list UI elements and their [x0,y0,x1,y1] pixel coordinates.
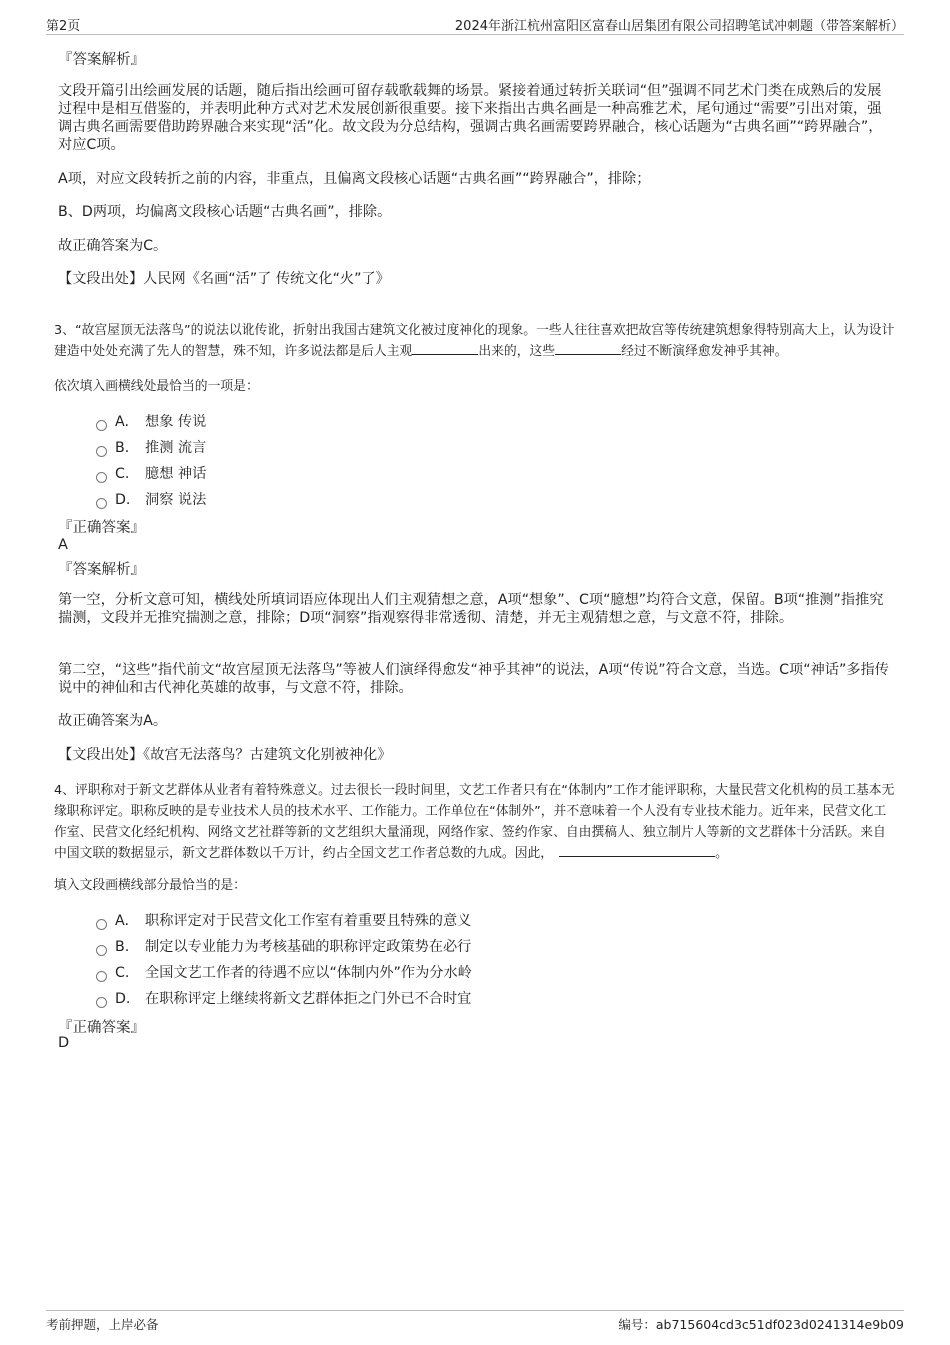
q3-option-b[interactable]: B. 推测 流言 [96,437,206,457]
radio-icon[interactable] [96,997,107,1008]
q2-analysis-p2: A项，对应文段转折之前的内容，非重点，且偏离文段核心话题“古典名画”“跨界融合”，排除； [58,171,651,187]
q4-option-d[interactable]: D. 在职称评定上继续将新文艺群体拒之门外已不合时宜 [96,988,471,1008]
q4-option-c[interactable]: C. 全国文艺工作者的待遇不应以“体制内外”作为分水岭 [96,962,472,982]
q3-analysis-heading: 『答案解析』 [58,562,145,578]
radio-icon[interactable] [96,498,107,509]
q4-option-b[interactable]: B. 制定以专业能力为考核基础的职称评定政策势在必行 [96,936,471,956]
q3-source: 【文段出处】《故宫无法落鸟？古建筑文化别被神化》 [58,747,392,763]
q3-analysis-p3: 故正确答案为A。 [58,713,168,729]
radio-icon[interactable] [96,971,107,982]
radio-icon[interactable] [96,420,107,431]
q2-analysis-p3: B、D两项，均偏离文段核心话题“古典名画”，排除。 [58,204,392,220]
blank-line [412,342,478,355]
blank-line [555,342,621,355]
q3-prompt: 依次填入画横线处最恰当的一项是： [54,379,259,394]
footer-slogan: 考前押题，上岸必备 [46,1317,159,1332]
q3-analysis-p2: 第二空，“这些”指代前文“故宫屋顶无法落鸟”等被人们演绎得愈发“神乎其神”的说法，A项“传说”符合文意，当选。C项“神话”多指传说中的神仙和古代神化英雄的故事，与文意不符，排除。 [58,662,889,696]
page-number: 第2页 [46,19,81,34]
document-id: 编号：ab715604cd3c51df023d0241314e9b09 [618,1317,904,1332]
q2-source: 【文段出处】人民网《名画“活”了 传统文化“火”了》 [58,271,390,287]
radio-icon[interactable] [96,945,107,956]
q2-analysis-p1: 文段开篇引出绘画发展的话题，随后指出绘画可留存载歌载舞的场景。紧接着通过转折关联词“但”强调不同艺术门类在成熟后的发展过程中是相互借鉴的，并表明此种方式对艺术发展创新很重要。接下来指出古典名画是一种高雅艺术，尾句通过“需要”引出对策，强调古典名画需要借助跨界融合来实现“活”化。故文段为分总结构，强调古典名画需要跨界融合，核心话题为“古典名画”“跨界融合”，对应C项。 [58,83,883,153]
q3-option-a[interactable]: A. 想象 传说 [96,411,206,431]
radio-icon[interactable] [96,472,107,483]
q3-stem: 3、“故宫屋顶无法落鸟”的说法以讹传讹，折射出我国古建筑文化被过度神化的现象。一些人往往喜欢把故宫等传统建筑想象得特别高大上，认为设计建造中处处充满了先人的智慧，殊不知，许多说法都是后人主观 出来的，这些 经过不断演绎愈发神乎其神。 [54,323,895,359]
q4-option-a[interactable]: A. 职称评定对于民营文化工作室有着重要且特殊的意义 [96,910,471,930]
q4-answer-heading: 『正确答案』 [58,1020,145,1036]
q2-analysis-heading: 『答案解析』 [58,52,145,68]
q2-analysis-p4: 故正确答案为C。 [58,238,168,254]
q4-answer: D [58,1035,70,1051]
q3-option-d[interactable]: D. 洞察 说法 [96,489,206,509]
q3-analysis-p1: 第一空，分析文意可知，横线处所填词语应体现出人们主观猜想之意，A项“想象”、C项“臆想”均符合文意，保留。B项“推测”指推究揣测，文段并无推究揣测之意，排除；D项“洞察”指观察得非常透彻、清楚，并无主观猜想之意，与文意不符，排除。 [58,592,884,626]
q4-stem: 4、评职称对于新文艺群体从业者有着特殊意义。过去很长一段时间里，文艺工作者只有在“体制内”工作才能评职称，大量民营文化机构的员工基本无缘职称评定。职称反映的是专业技术人员的技术水平、工作能力。工作单位在“体制外”，并不意味着一个人没有专业技术能力。近年来，民营文化工作室、民营文化经纪机构、网络文艺社群等新的文艺组织大量涌现，网络作家、签约作家、自由撰稿人、独立制片人等新的文艺群体十分活跃。来自中国文联的数据显示，新文艺群体数以千万计，约占全国文艺工作者总数的九成。因此， 。 [54,783,895,861]
radio-icon[interactable] [96,446,107,457]
radio-icon[interactable] [96,919,107,930]
page-footer [46,1310,904,1332]
document-title: 2024年浙江杭州富阳区富春山居集团有限公司招聘笔试冲刺题（带答案解析） [454,19,904,34]
q3-option-c[interactable]: C. 臆想 神话 [96,463,206,483]
blank-line [559,844,715,857]
q3-answer: A [58,537,68,553]
q3-answer-heading: 『正确答案』 [58,520,145,536]
q4-prompt: 填入文段画横线部分最恰当的是： [54,878,246,893]
page-header [46,12,904,35]
